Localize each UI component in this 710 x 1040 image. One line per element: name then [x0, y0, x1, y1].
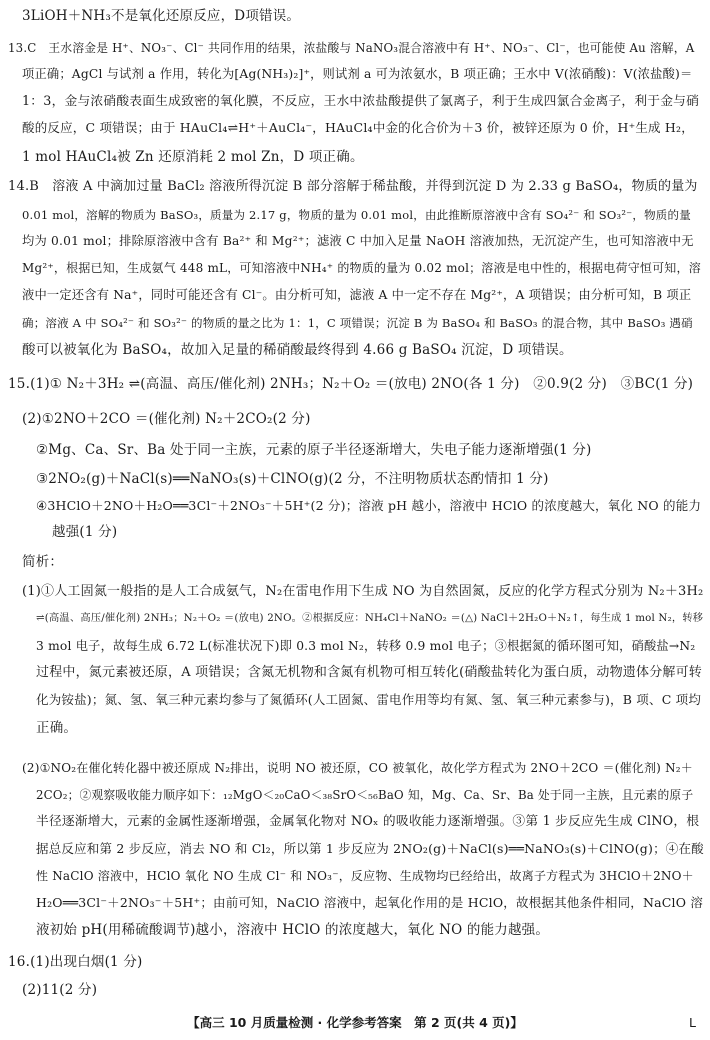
- text-line: 项正确；AgCl 与试剂 a 作用，转化为[Ag(NH₃)₂]⁺，则试剂 a 可为浓氨水，B 项正确；王水中 V(浓硝酸)：V(浓盐酸)＝: [22, 67, 693, 81]
- text-line: 正确。: [36, 720, 78, 736]
- text-line: 1：3，金与浓硝酸表面生成致密的氧化膜，不反应，王水中浓盐酸提供了氯离子，利于生成四氯合金离子，利于金与硝: [22, 94, 700, 109]
- text-line: 化为铵盐)；氮、氢、氧三种元素均参与了氮循环(人工固氮、雷电作用等均有氮、氢、氧三种元素参与)，B 项、C 项均: [36, 692, 702, 707]
- text-line: 液中一定还含有 Na⁺，同时可能还含有 Cl⁻。由分析可知，滤液 A 中一定不存在 Mg²⁺，A 项错误；由分析可知，B 项正: [22, 288, 692, 302]
- text-line: 0.01 mol，溶解的物质为 BaSO₃，质量为 2.17 g，物质的量为 0.01 mol，由此推断原溶液中含有 SO₄²⁻ 和 SO₃²⁻，物质的量: [22, 208, 691, 222]
- text-line: (2)①NO₂在催化转化器中被还原成 N₂排出，说明 NO 被还原，CO 被氧化，故化学方程式为 2NO＋2CO ＝(催化剂) N₂＋: [22, 761, 693, 775]
- text-line: 据总反应和第 2 步反应，消去 NO 和 Cl₂，所以第 1 步反应为 2NO₂(g)＋NaCl(s)══NaNO₃(s)＋ClNO(g)；④在酸: [36, 841, 704, 856]
- text-line: 简析：: [22, 554, 64, 570]
- text-line: 14.B 溶液 A 中滴加过量 BaCl₂ 溶液所得沉淀 B 部分溶解于稀盐酸，并得到沉淀 D 为 2.33 g BaSO₄，物质的量为: [8, 179, 698, 194]
- text-line: 酸可以被氧化为 BaSO₄，故加入足量的稀硝酸最终得到 4.66 g BaSO₄ 沉淀，D 项错误。: [22, 342, 573, 358]
- text-line: ③2NO₂(g)＋NaCl(s)══NaNO₃(s)＋ClNO(g)(2 分，不注明物质状态酌情扣 1 分): [36, 471, 549, 487]
- text-line: 16.(1)出现白烟(1 分): [8, 954, 143, 970]
- text-line: 酸的反应，C 项错误；由于 HAuCl₄⇌H⁺＋AuCl₄⁻，HAuCl₄中金的化合价为＋3 价，被锌还原为 0 价，H⁺生成 H₂，: [22, 120, 694, 135]
- text-line: 过程中，氮元素被还原，A 项错误；含氮无机物和含氮有机物可相互转化(硝酸盐转化为蛋白质，动物遗体分解可转: [36, 665, 702, 680]
- text-line: 性 NaClO 溶液中，HClO 氧化 NO 生成 Cl⁻ 和 NO₃⁻，反应物、生成物均已经给出，故离子方程式为 3HClO＋2NO＋: [36, 869, 694, 883]
- text-line: Mg²⁺，根据已知，生成氨气 448 mL，可知溶液中NH₄⁺ 的物质的量为 0.02 mol；溶液是电中性的，根据电荷守恒可知，溶: [22, 261, 701, 275]
- text-line: (1)①人工固氮一般指的是人工合成氨气，N₂在雷电作用下生成 NO 为自然固氮，反应的化学方程式分别为 N₂＋3H₂: [22, 584, 704, 599]
- text-line: 液初始 pH(用稀硫酸调节)越小，溶液中 HClO 的浓度越大，氧化 NO 的能力越强。: [36, 922, 550, 938]
- text-line: 半径逐渐增大，元素的金属性逐渐增强，金属氧化物对 NOₓ 的吸收能力逐渐增强。③第 1 步反应先生成 ClNO，根: [36, 814, 700, 829]
- text-line: 15.(1)① N₂＋3H₂ ⇌(高温、高压/催化剂) 2NH₃；N₂＋O₂ ＝(放电) 2NO(各 1 分) ②0.9(2 分) ③BC(1 分): [8, 376, 694, 392]
- text-line: 越强(1 分): [52, 524, 118, 540]
- text-line: H₂O══3Cl⁻＋2NO₃⁻＋5H⁺；由前可知，NaClO 溶液中，起氧化作用的是 HClO，故根据其他条件相同，NaClO 溶: [36, 895, 704, 910]
- text-line: 确；溶液 A 中 SO₄²⁻ 和 SO₃²⁻ 的物质的量之比为 1：1，C 项错误；沉淀 B 为 BaSO₄ 和 BaSO₃ 的混合物，其中 BaSO₃ 遇硝: [22, 316, 693, 330]
- text-line: 1 mol HAuCl₄被 Zn 还原消耗 2 mol Zn，D 项正确。: [22, 149, 364, 165]
- text-line: 2CO₂；②观察吸收能力顺序如下：₁₂MgO＜₂₀CaO＜₃₈SrO＜₅₆BaO 知，Mg、Ca、Sr、Ba 处于同一主族，且元素的原子: [36, 788, 694, 802]
- text-line: ④3HClO＋2NO＋H₂O══3Cl⁻＋2NO₃⁻＋5H⁺(2 分)；溶液 pH 越小，溶液中 HClO 的浓度越大，氧化 NO 的能力: [36, 498, 702, 513]
- page-footer: 【高三 10 月质量检测 · 化学参考答案 第 2 页(共 4 页)】: [187, 1015, 523, 1030]
- text-line: ⇌(高温、高压/催化剂) 2NH₃；N₂＋O₂ ＝(放电) 2NO。②根据反应：NH₄Cl＋NaNO₂ ＝(△) NaCl＋2H₂O＋N₂↑，每生成 1 mol N₂，转移: [36, 612, 704, 624]
- text-line: 均为 0.01 mol；排除原溶液中含有 Ba²⁺ 和 Mg²⁺；滤液 C 中加入足量 NaOH 溶液加热，无沉淀产生，也可知溶液中无: [22, 234, 694, 248]
- text-line: (2)11(2 分): [22, 982, 98, 998]
- text-line: 3LiOH＋NH₃不是氧化还原反应，D项错误。: [22, 8, 301, 24]
- text-line: ②Mg、Ca、Sr、Ba 处于同一主族，元素的原子半径逐渐增大，失电子能力逐渐增强(1 分): [36, 442, 592, 458]
- footer-mark: L: [689, 1015, 696, 1030]
- text-line: 13.C 王水溶金是 H⁺、NO₃⁻、Cl⁻ 共同作用的结果，浓盐酸与 NaNO₃混合溶液中有 H⁺、NO₃⁻、Cl⁻，也可能使 Au 溶解，A: [8, 41, 695, 55]
- text-line: 3 mol 电子，故每生成 6.72 L(标准状况下)即 0.3 mol N₂，转移 0.9 mol 电子；③根据氮的循环图可知，硝酸盐→N₂: [36, 639, 696, 653]
- text-line: (2)①2NO＋2CO ＝(催化剂) N₂＋2CO₂(2 分): [22, 411, 311, 427]
